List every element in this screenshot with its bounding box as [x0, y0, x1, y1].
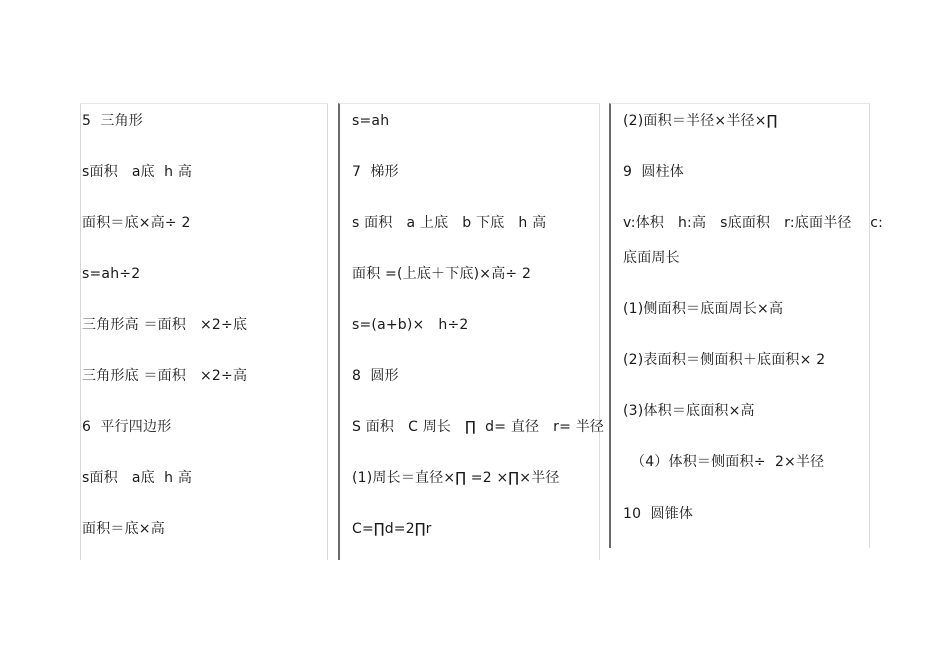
heading-triangle: 5 三角形 — [82, 113, 144, 129]
triangle-area-symbolic: s=ah÷2 — [82, 266, 141, 282]
formula-column-1 — [80, 103, 328, 560]
triangle-area-formula: 面积＝底×高÷ 2 — [82, 215, 191, 231]
cylinder-volume: (3)体积＝底面积×高 — [623, 403, 755, 419]
parallelogram-area-formula: 面积＝底×高 — [82, 521, 165, 537]
heading-trapezoid: 7 梯形 — [352, 164, 399, 180]
circle-area-formula: (2)面积＝半径×半径×∏ — [623, 113, 778, 129]
formula-column-2 — [338, 103, 605, 560]
cylinder-volume-alt: （4）体积＝侧面积÷ 2×半径 — [631, 454, 825, 470]
heading-parallelogram: 6 平行四边形 — [82, 419, 172, 435]
cylinder-lateral-area: (1)侧面积＝底面周长×高 — [623, 301, 784, 317]
triangle-legend: s面积 a底 h 高 — [82, 164, 193, 180]
parallelogram-legend: s面积 a底 h 高 — [82, 470, 193, 486]
triangle-height-formula: 三角形高 ＝面积 ×2÷底 — [82, 317, 248, 333]
circle-circumference-symbolic: C=∏d=2∏r — [352, 521, 432, 537]
heading-cone: 10 圆锥体 — [623, 506, 694, 522]
heading-cylinder: 9 圆柱体 — [623, 164, 685, 180]
cylinder-legend: v:体积 h:高 s底面积 r:底面半径 c: — [623, 215, 884, 231]
formula-column-3 — [609, 103, 884, 548]
trapezoid-area-symbolic: s=(a+b)× h÷2 — [352, 317, 469, 333]
trapezoid-area-formula: 面积 =(上底＋下底)×高÷ 2 — [352, 266, 532, 282]
parallelogram-area-symbolic: s=ah — [352, 113, 390, 129]
triangle-base-formula: 三角形底 ＝面积 ×2÷高 — [82, 368, 248, 384]
cylinder-legend-cont: 底面周长 — [623, 250, 680, 266]
circle-circumference-formula: (1)周长＝直径×∏ =2 ×∏×半径 — [352, 470, 560, 486]
cylinder-surface-area: (2)表面积＝侧面积＋底面积× 2 — [623, 352, 826, 368]
circle-legend: S 面积 C 周长 ∏ d= 直径 r= 半径 — [352, 419, 605, 435]
heading-circle: 8 圆形 — [352, 368, 399, 384]
trapezoid-legend: s 面积 a 上底 b 下底 h 高 — [352, 215, 547, 231]
